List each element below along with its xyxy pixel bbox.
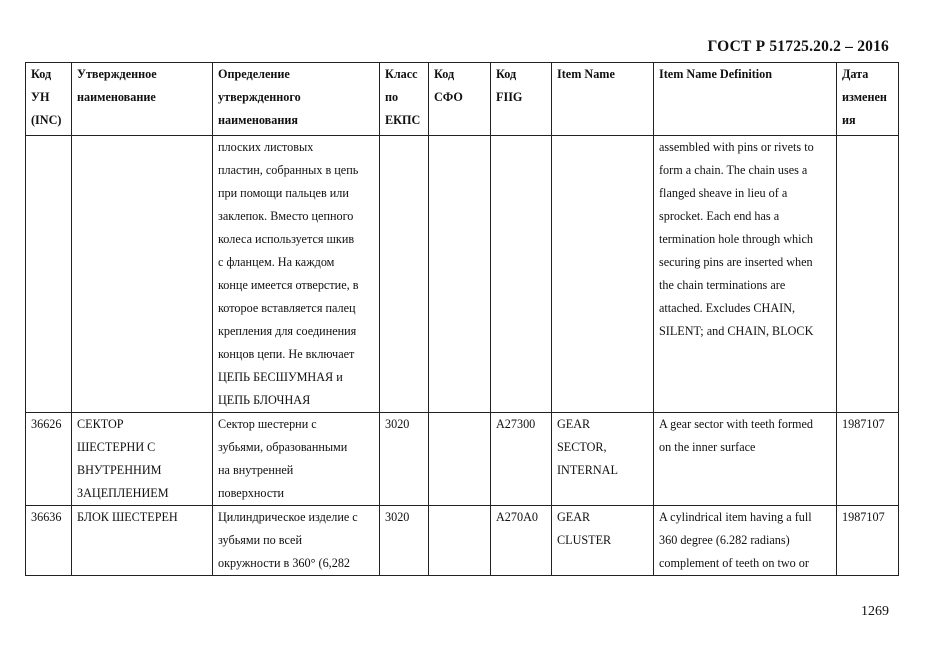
cell-fiig [491,136,552,413]
cell-item-definition: A cylindrical item having a full 360 degree (6.282 radians) complement of teeth on two or [654,506,837,576]
header-item-name: Item Name [552,63,654,136]
cell-item-name: GEAR SECTOR, INTERNAL [552,413,654,506]
header-class: Класс по ЕКПС [380,63,429,136]
header-approved-name: Утвержденное наименование [72,63,213,136]
cell-code [26,136,72,413]
table-row [26,506,899,576]
cell-sfo [429,136,491,413]
cell-fiig: A270A0 [491,506,552,576]
nomenclature-table [25,62,899,576]
page-number: 1269 [861,604,889,619]
header-item-name-definition: Item Name Definition [654,63,837,136]
header-sfo-code: Код СФО [429,63,491,136]
cell-class [380,136,429,413]
cell-date: 1987107 [837,506,899,576]
cell-name: БЛОК ШЕСТЕРЕН [72,506,213,576]
cell-class: 3020 [380,413,429,506]
cell-item-name: GEAR CLUSTER [552,506,654,576]
cell-sfo [429,413,491,506]
header-definition: Определение утвержденного наименования [213,63,380,136]
cell-sfo [429,506,491,576]
cell-date: 1987107 [837,413,899,506]
cell-fiig: A27300 [491,413,552,506]
table-header-row [26,63,899,136]
cell-name: СЕКТОР ШЕСТЕРНИ С ВНУТРЕННИМ ЗАЦЕПЛЕНИЕМ [72,413,213,506]
cell-item-definition: assembled with pins or rivets to form a chain. The chain uses a flanged sheave in lieu of a sprocket. Each end has a termination hole through which securing pins are inserted when the chain terminations are attached. Excludes CHAIN, SILENT; and CHAIN, BLOCK [654,136,837,413]
cell-item-definition: A gear sector with teeth formed on the inner surface [654,413,837,506]
header-fiig-code: Код FIIG [491,63,552,136]
cell-name [72,136,213,413]
cell-code: 36636 [26,506,72,576]
cell-definition: плоских листовых пластин, собранных в цепь при помощи пальцев или заклепок. Вместо цепного колеса используется шкив с фланцем. На каждом конце имеется отверстие, в которое вставляется палец крепления для соединения концов цепи. Не включает ЦЕПЬ БЕСШУМНАЯ и ЦЕПЬ БЛОЧНАЯ [213,136,380,413]
document-code: ГОСТ Р 51725.20.2 – 2016 [707,38,889,55]
cell-definition: Цилиндрическое изделие с зубьями по всей окружности в 360° (6,282 [213,506,380,576]
header-inc-code: Код УН (INC) [26,63,72,136]
cell-class: 3020 [380,506,429,576]
cell-code: 36626 [26,413,72,506]
cell-definition: Сектор шестерни с зубьями, образованными на внутренней поверхности [213,413,380,506]
cell-item-name [552,136,654,413]
header-change-date: Дата изменен ия [837,63,899,136]
table-row [26,136,899,413]
cell-date [837,136,899,413]
table-row [26,413,899,506]
